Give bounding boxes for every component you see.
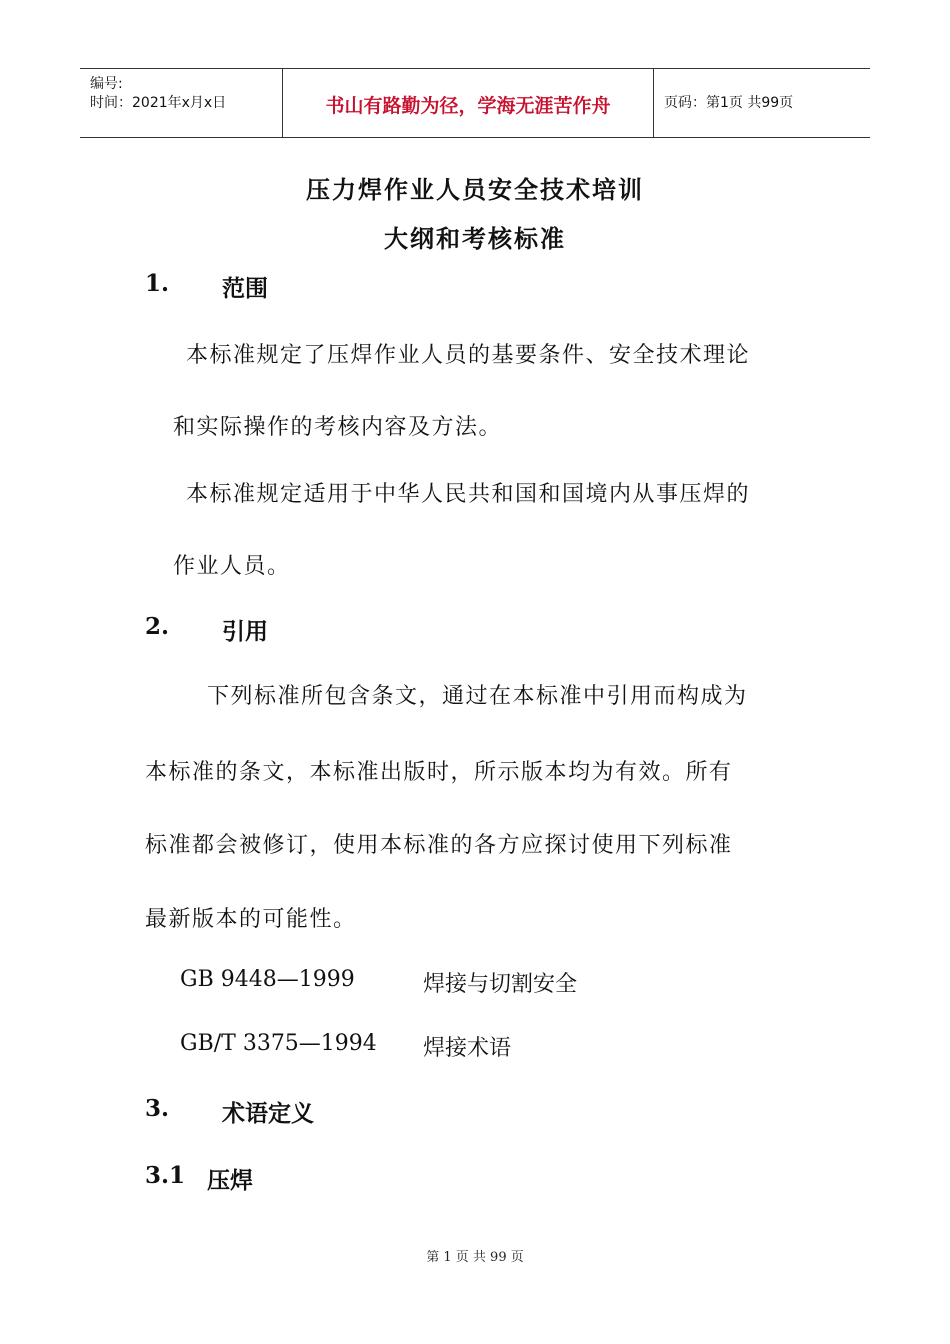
paragraph-line: 作业人员。 bbox=[173, 554, 291, 579]
paragraph-line: 下列标准所包含条文，通过在本标准中引用而构成为 bbox=[207, 684, 748, 709]
header-page-cell bbox=[654, 69, 870, 137]
section-number: 3.1 bbox=[145, 1162, 186, 1189]
header-table bbox=[80, 68, 870, 138]
paragraph-line: 和实际操作的考核内容及方法。 bbox=[173, 415, 503, 440]
document-number-label: 编号: bbox=[90, 76, 123, 92]
section-title: 术语定义 bbox=[222, 1100, 314, 1127]
section-number: 1. bbox=[145, 270, 170, 297]
document-title-line2: 大纲和考核标准 bbox=[384, 224, 566, 253]
reference-name: 焊接术语 bbox=[423, 1036, 512, 1061]
header-motto-cell bbox=[283, 69, 654, 137]
section-title: 范围 bbox=[222, 275, 268, 302]
paragraph-line: 本标准的条文，本标准出版时，所示版本均为有效。所有 bbox=[145, 760, 733, 785]
document-title-line1: 压力焊作业人员安全技术培训 bbox=[306, 175, 644, 204]
section-title: 引用 bbox=[222, 618, 268, 645]
paragraph-line: 标准都会被修订，使用本标准的各方应探讨使用下列标准 bbox=[145, 833, 733, 858]
paragraph-line: 本标准规定了压焊作业人员的基要条件、安全技术理论 bbox=[186, 343, 751, 368]
section-number: 2. bbox=[145, 613, 170, 640]
header-motto: 书山有路勤为径，学海无涯苦作舟 bbox=[325, 95, 611, 117]
header-meta-cell bbox=[80, 69, 283, 137]
document-time: 时间：2021年x月x日 bbox=[90, 95, 227, 111]
paragraph-line: 最新版本的可能性。 bbox=[145, 907, 357, 932]
paragraph-line: 本标准规定适用于中华人民共和国和国境内从事压焊的 bbox=[186, 482, 751, 507]
reference-code: GB/T 3375—1994 bbox=[180, 1031, 377, 1056]
section-title: 压焊 bbox=[207, 1167, 253, 1194]
reference-code: GB 9448—1999 bbox=[180, 967, 355, 992]
header-page-info: 页码：第1页 共99页 bbox=[664, 95, 794, 111]
reference-name: 焊接与切割安全 bbox=[423, 972, 578, 997]
section-number: 3. bbox=[145, 1095, 170, 1122]
page-footer: 第 1 页 共 99 页 bbox=[426, 1250, 524, 1265]
